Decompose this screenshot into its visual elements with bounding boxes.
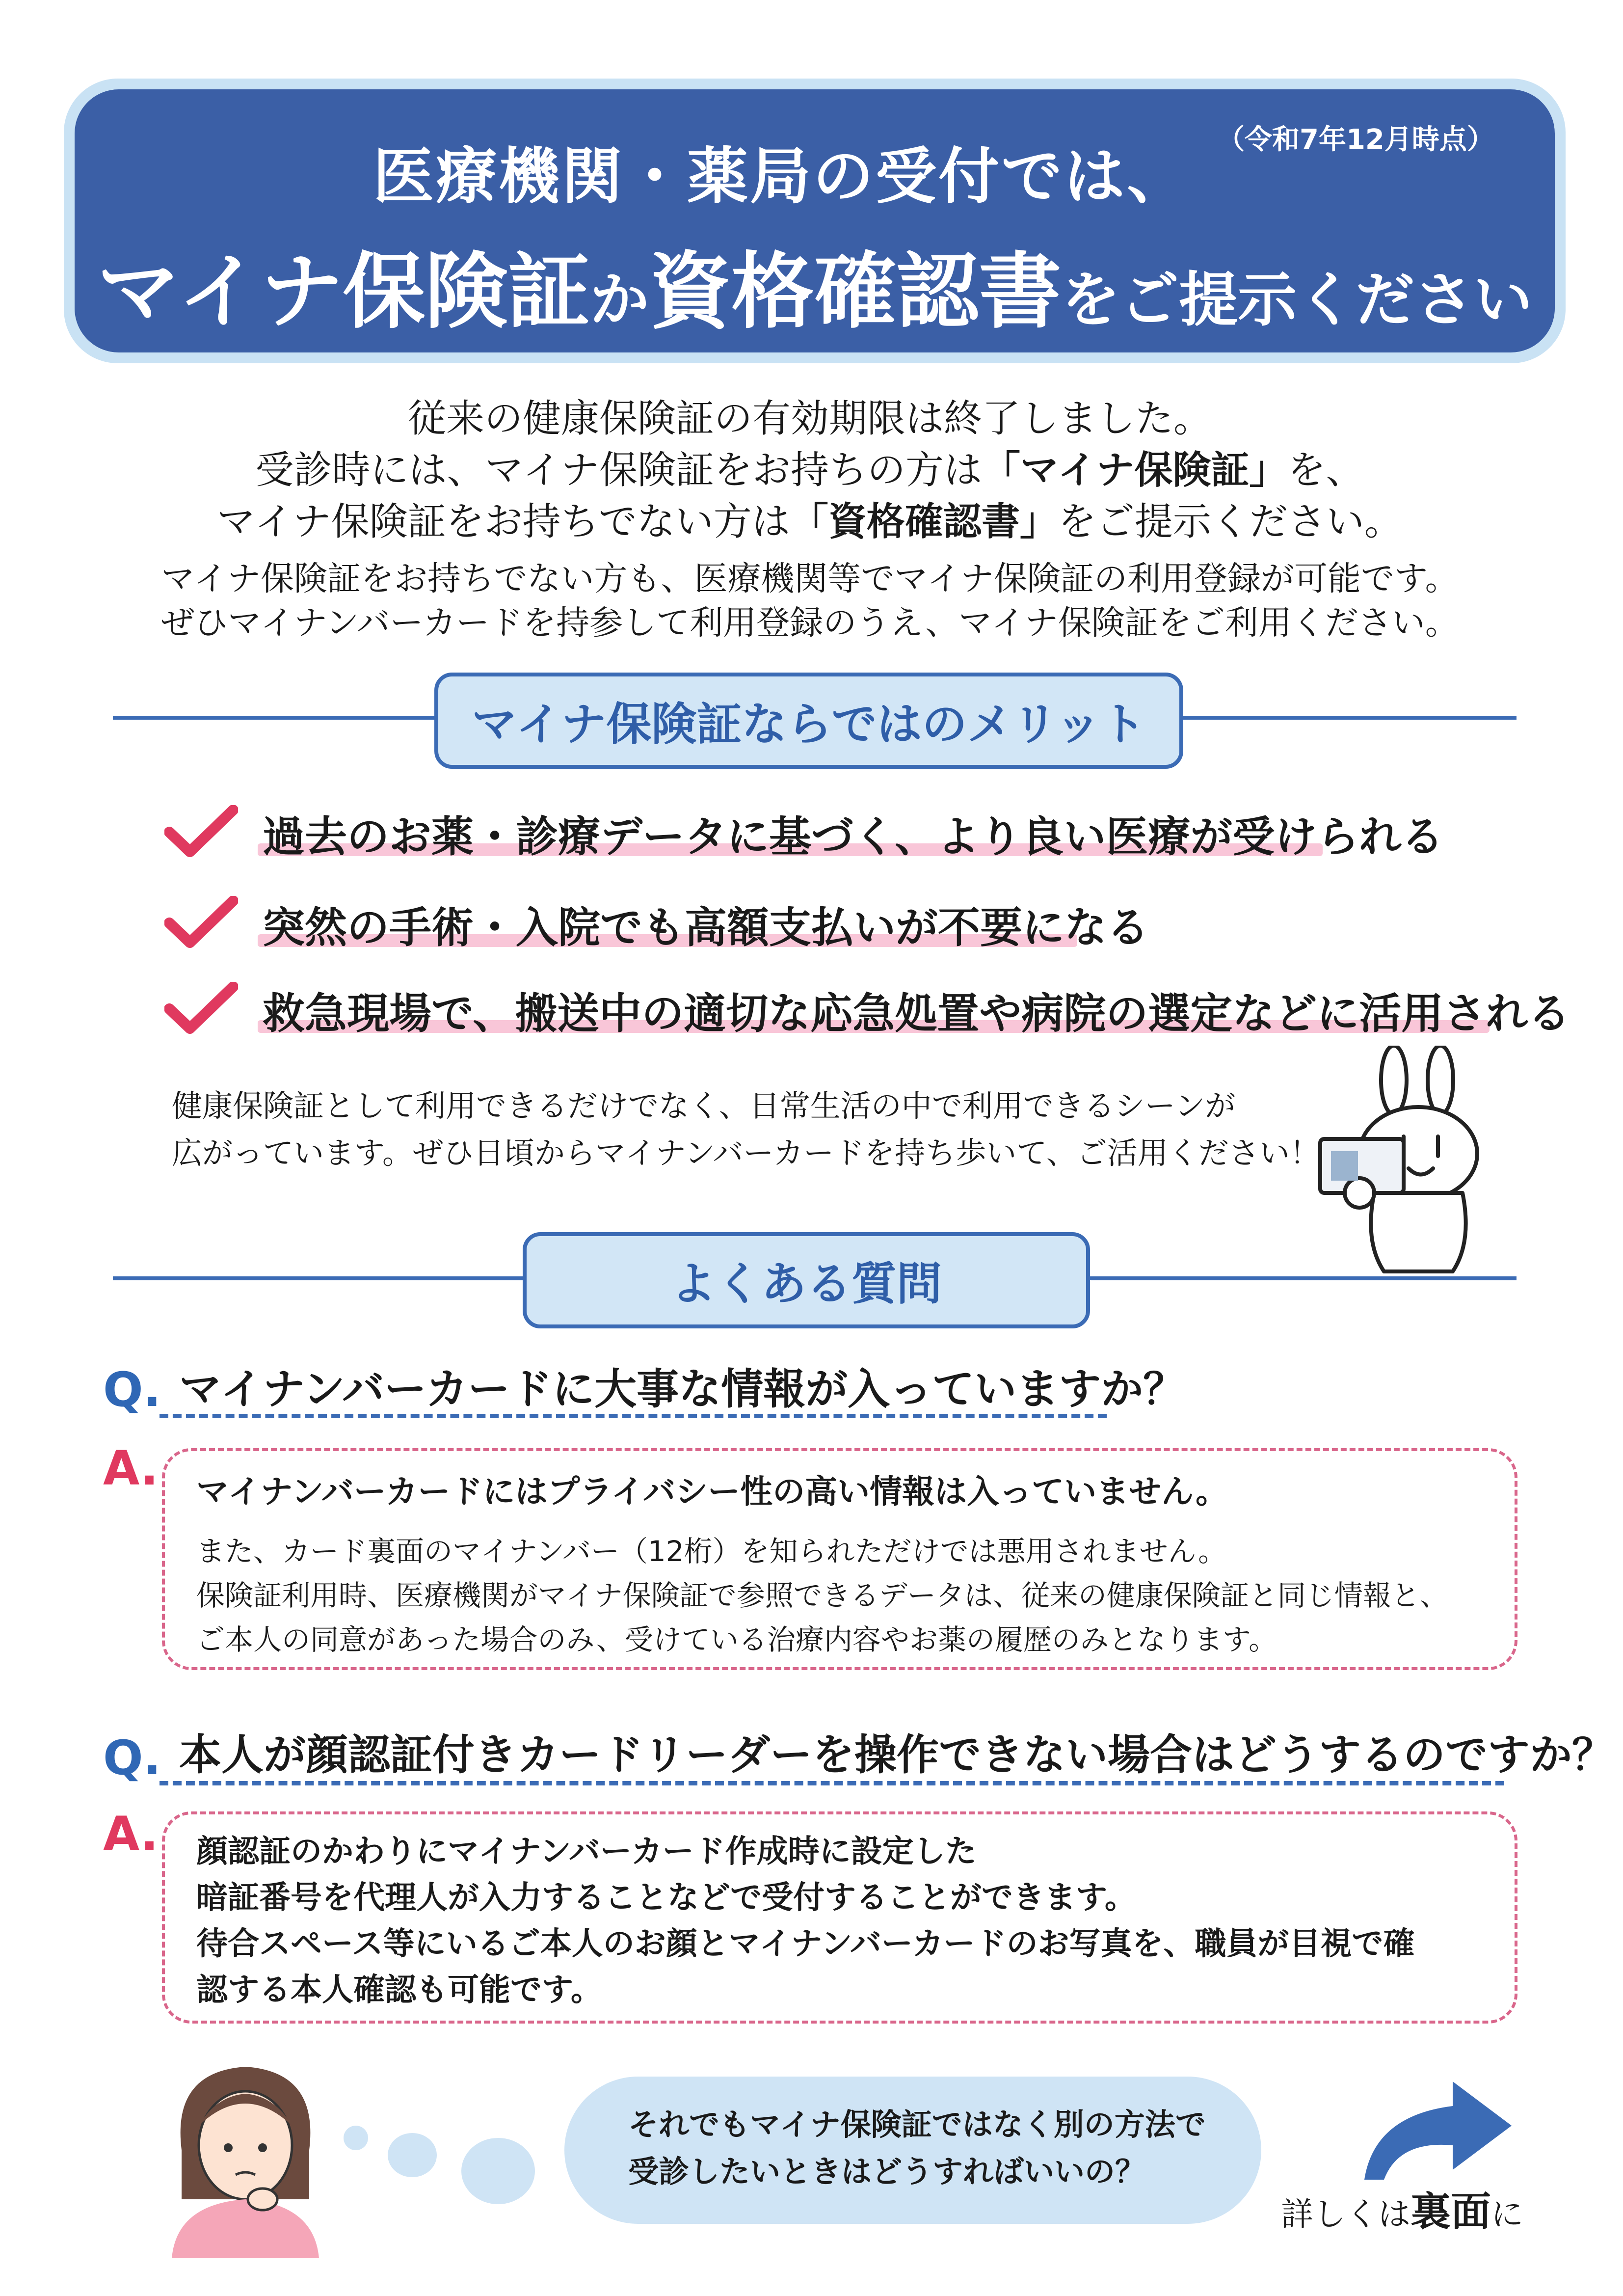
intro-line3	[59, 491, 1561, 546]
thought-dot	[388, 2133, 437, 2177]
intro-line3-text: マイナ保険証をお持ちでない方は	[217, 500, 790, 544]
merit-note-line2: 広がっています。ぜひ日頃からマイナンバーカードを持ち歩いて、ご活用ください！	[172, 1135, 1320, 1171]
thought-dot	[344, 2126, 368, 2150]
question-underline	[160, 1781, 1504, 1785]
intro-line3-tail: をご提示ください。	[1058, 500, 1403, 544]
answer-line: 認する本人確認も可能です。	[196, 1972, 602, 2008]
faq-answer-1-lead: マイナンバーカードにはプライバシー性の高い情報は入っていません。	[196, 1473, 1228, 1511]
faq-answer-1-body	[196, 1529, 1448, 1662]
answer-line: 保険証利用時、医療機関がマイナ保険証で参照できるデータは、従来の健康保険証と同じ情報と、	[196, 1579, 1448, 1612]
header-connector: か	[590, 266, 649, 334]
bubble-line2: 受診したいときはどうすればいいの？	[628, 2154, 1146, 2189]
question-bubble-text	[628, 2101, 1206, 2195]
check-icon	[164, 896, 238, 950]
merit-item-3: 救急現場で、搬送中の適切な応急処置や病院の選定などに活用される	[263, 989, 1570, 1038]
merits-heading: マイナ保険証ならではのメリット	[434, 673, 1183, 769]
question-mark-label: Q.	[103, 1730, 161, 1785]
merit-note-line1: 健康保険証として利用できるだけでなく、日常生活の中で利用できるシーンが	[172, 1088, 1236, 1124]
answer-line: 待合スペース等にいるご本人のお顔とマイナンバーカードのお写真を、職員が目視で確	[196, 1926, 1415, 1962]
faq-heading: よくある質問	[523, 1232, 1090, 1328]
date-note: （令和7年12月時点）	[1217, 124, 1494, 156]
intro-line2	[59, 439, 1561, 494]
worried-woman-icon	[162, 2052, 329, 2258]
intro-line5: ぜひマイナンバーカードを持参して利用登録のうえ、マイナ保険証をご利用ください。	[161, 604, 1459, 643]
merit-item-2: 突然の手術・入院でも高額支払いが不要になる	[263, 903, 1149, 952]
header-tail: をご提示ください	[1061, 266, 1533, 334]
intro-line2-keyword: 「マイナ保険証」	[982, 448, 1288, 492]
merit-note	[172, 1082, 1320, 1177]
check-icon	[164, 805, 238, 859]
question-underline	[160, 1414, 1107, 1418]
faq-question-1: マイナンバーカードに大事な情報が入っていますか？	[179, 1365, 1186, 1414]
check-icon	[164, 982, 238, 1036]
details-text: 詳しくは	[1281, 2195, 1410, 2233]
intro-line1: 従来の健康保険証の有効期限は終了しました。	[407, 397, 1212, 441]
header-keyword-mynahoken: マイナ保険証	[97, 243, 590, 340]
header-keyword-shikaku: 資格確認書	[649, 243, 1062, 340]
header-title-line2	[75, 226, 1555, 344]
faq-question-2: 本人が顔認証付きカードリーダーを操作できない場合はどうするのですか？	[179, 1730, 1614, 1780]
details-tail: に	[1491, 2195, 1524, 2233]
answer-line: 暗証番号を代理人が入力することなどで受付することができます。	[196, 1880, 1136, 1916]
intro-line3-keyword: 「資格確認書」	[790, 500, 1058, 544]
answer-mark-label: A.	[103, 1441, 159, 1496]
header-title-line1: 医療機関・薬局の受付では、	[372, 141, 1190, 212]
curved-arrow-icon	[1355, 2072, 1517, 2185]
answer-line: 顔認証のかわりにマイナンバーカード作成時に設定した	[196, 1834, 977, 1870]
intro-line2-tail: を、	[1287, 448, 1364, 492]
answer-line: また、カード裏面のマイナンバー（12桁）を知られただけでは悪用されません。	[196, 1535, 1227, 1568]
details-note	[1281, 2180, 1523, 2237]
merit-item-1: 過去のお薬・診療データに基づく、より良い医療が受けられる	[263, 812, 1444, 862]
thought-dot	[461, 2138, 535, 2204]
intro-line4: マイナ保険証をお持ちでない方も、医療機関等でマイナ保険証の利用登録が可能です。	[161, 560, 1459, 598]
answer-mark-label: A.	[103, 1807, 159, 1862]
bubble-line1: それでもマイナ保険証ではなく別の方法で	[628, 2107, 1206, 2142]
rabbit-mascot-icon	[1301, 1046, 1526, 1281]
faq-answer-2-body	[196, 1829, 1415, 2013]
question-mark-label: Q.	[103, 1362, 161, 1417]
details-keyword: 裏面	[1410, 2188, 1491, 2235]
intro-line2-text: 受診時には、マイナ保険証をお持ちの方は	[255, 448, 982, 492]
answer-line: ご本人の同意があった場合のみ、受けている治療内容やお薬の履歴のみとなります。	[196, 1623, 1277, 1656]
